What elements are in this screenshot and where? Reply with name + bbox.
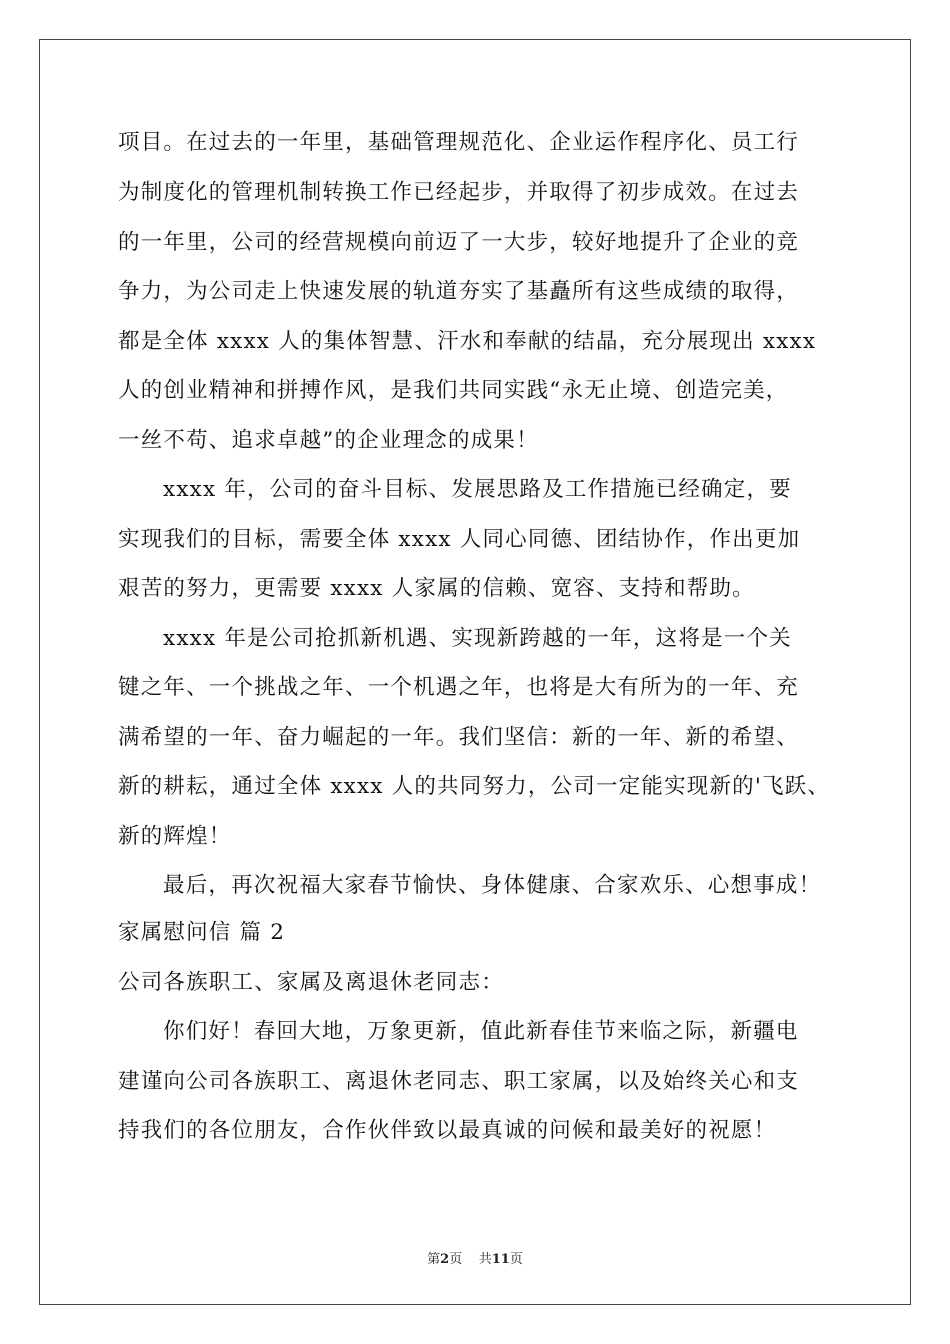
text-line: 持我们的各位朋友，合作伙伴致以最真诚的问候和最美好的祝愿！: [118, 1118, 777, 1143]
text-line: 键之年、一个挑战之年、一个机遇之年，也将是大有所为的一年、充: [118, 675, 800, 700]
page-number: 2: [440, 1252, 450, 1267]
text-line: 项目。在过去的一年里，基础管理规范化、企业运作程序化、员工行: [118, 130, 800, 155]
text-line: 满希望的一年、奋力崛起的一年。我们坚信：新的一年、新的希望、: [118, 725, 800, 750]
page-label-pre: 第: [427, 1252, 441, 1267]
total-label-pre: 共: [478, 1252, 492, 1267]
text-line: 艰苦的努力，更需要 xxxx 人家属的信赖、宽容、支持和帮助。: [118, 576, 755, 601]
text-line: 都是全体 xxxx 人的集体智慧、汗水和奉献的结晶，充分展现出 xxxx: [118, 329, 817, 354]
text-line: 的一年里，公司的经营规模向前迈了一大步，较好地提升了企业的竞: [118, 230, 800, 255]
page-label-post: 页: [449, 1252, 463, 1267]
text-line: xxxx 年是公司抢抓新机遇、实现新跨越的一年，这将是一个关: [163, 626, 792, 651]
text-line: 为制度化的管理机制转换工作已经起步，并取得了初步成效。在过去: [118, 180, 800, 205]
salutation: 公司各族职工、家属及离退休老同志：: [118, 970, 504, 995]
total-pages: 11: [491, 1252, 510, 1267]
text-line: 建谨向公司各族职工、离退休老同志、职工家属，以及始终关心和支: [118, 1069, 800, 1094]
text-line: 新的耕耘，通过全体 xxxx 人的共同努力，公司一定能实现新的'飞跃、: [118, 774, 831, 799]
text-line: 争力，为公司走上快速发展的轨道夯实了基矗所有这些成绩的取得，: [118, 279, 800, 304]
text-line: xxxx 年，公司的奋斗目标、发展思路及工作措施已经确定，要: [163, 477, 792, 502]
page-footer: [0, 1248, 950, 1267]
section-heading: 家属慰问信 篇 2: [118, 920, 286, 945]
total-label-post: 页: [509, 1252, 523, 1267]
text-line: 实现我们的目标，需要全体 xxxx 人同心同德、团结协作，作出更加: [118, 527, 801, 552]
text-line: 你们好！春回大地，万象更新，值此新春佳节来临之际，新疆电: [163, 1019, 799, 1044]
text-line: 人的创业精神和拼搏作风，是我们共同实践“永无止境、创造完美，: [118, 378, 789, 403]
text-line: 新的辉煌！: [118, 824, 232, 849]
text-line: 一丝不苟、追求卓越”的企业理念的成果！: [118, 428, 539, 453]
text-line: 最后，再次祝福大家春节愉快、身体健康、合家欢乐、心想事成！: [163, 873, 822, 898]
